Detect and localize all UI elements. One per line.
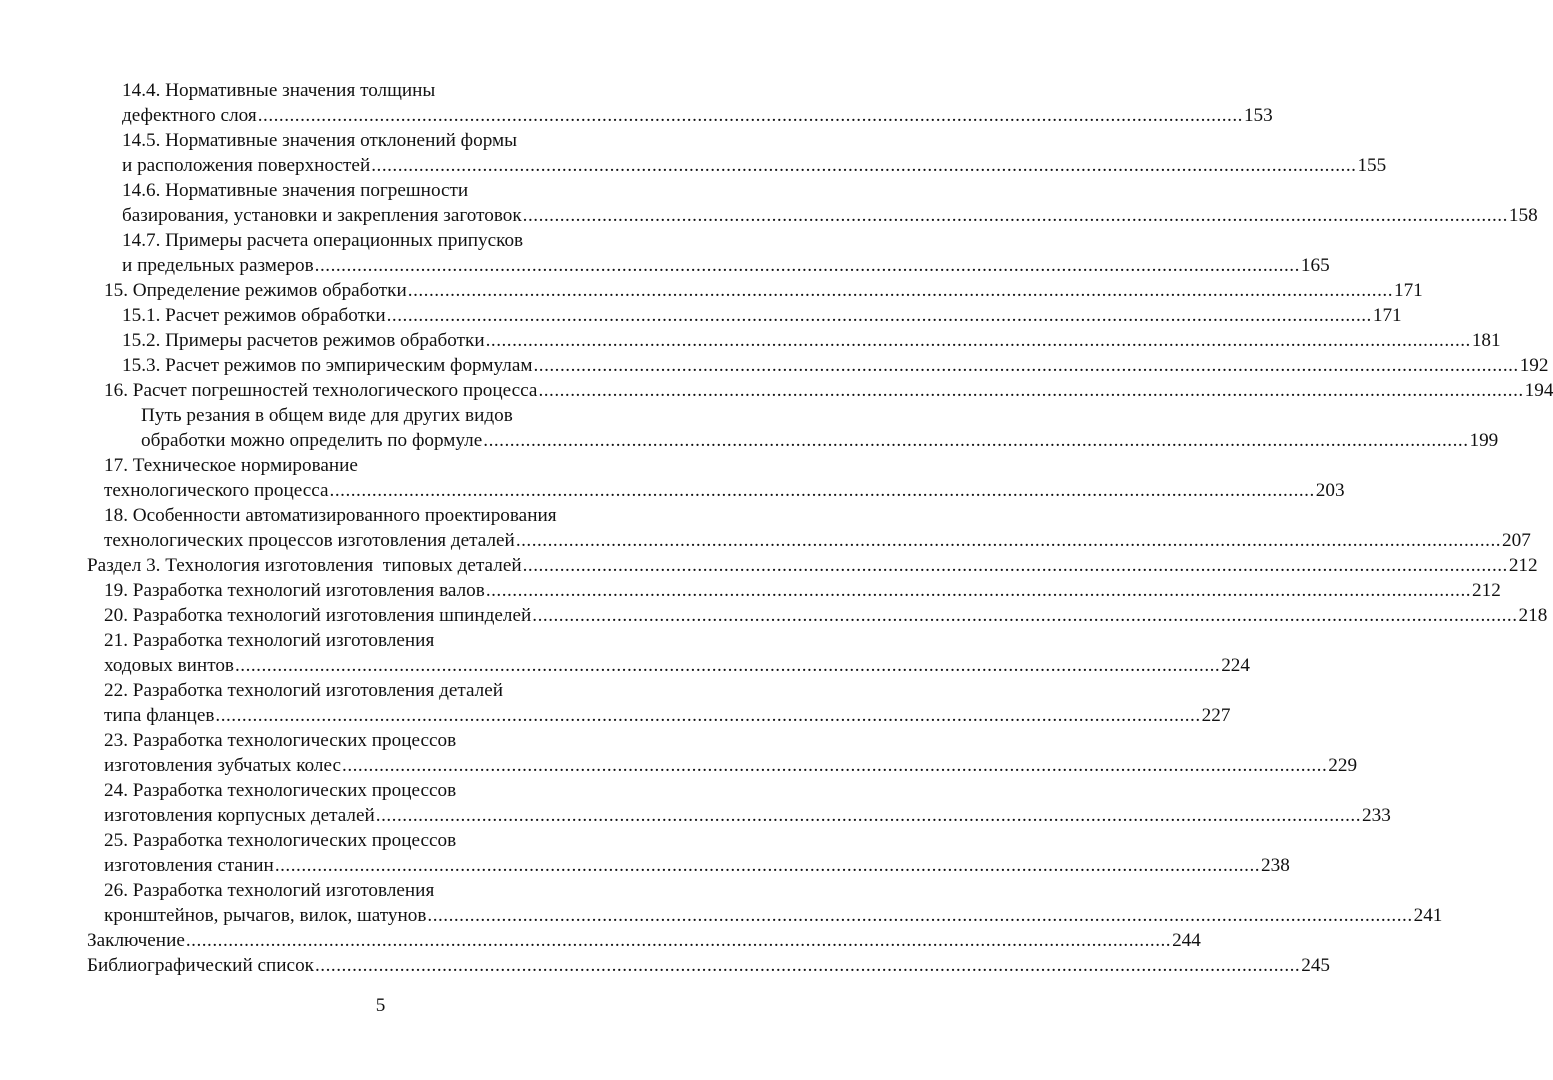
toc-line <box>0 553 1538 578</box>
toc-entry <box>104 903 1443 928</box>
dot-leader: .......................................................................................................................................................................................... <box>314 255 1300 276</box>
toc-line <box>0 853 1290 878</box>
page-number: 5 <box>375 995 386 1016</box>
dot-leader: .......................................................................................................................................................................................... <box>386 305 1372 326</box>
toc-entry-title: 15.1. Расчет режимов обработки <box>122 305 386 326</box>
toc-line <box>0 803 1391 828</box>
toc-line <box>0 278 1423 303</box>
toc-line <box>0 228 761 253</box>
toc-page-number: 218 <box>1518 605 1548 626</box>
toc-entry-title: и предельных размеров <box>122 255 314 276</box>
toc-entry-title: 17. Техническое нормирование <box>104 455 358 476</box>
toc-entry-title: изготовления зубчатых колес <box>104 755 342 776</box>
toc-page-number: 227 <box>1201 705 1231 726</box>
dot-leader: .......................................................................................................................................................................................... <box>427 905 1413 926</box>
toc-page-number: 212 <box>1508 555 1538 576</box>
toc-page-number: 245 <box>1301 955 1330 976</box>
dot-leader: .......................................................................................................................................................................................... <box>329 480 1315 501</box>
toc-entry <box>122 153 1387 178</box>
toc-line <box>0 828 761 853</box>
dot-leader: .......................................................................................................................................................................................... <box>522 555 1508 576</box>
table-of-contents <box>0 78 1553 978</box>
toc-entry-title: технологических процессов изготовления деталей <box>104 530 515 551</box>
toc-page-number: 165 <box>1300 255 1330 276</box>
toc-page-number: 199 <box>1469 430 1499 451</box>
toc-line <box>0 303 1402 328</box>
toc-page-number: 158 <box>1508 205 1538 226</box>
toc-line <box>0 603 1548 628</box>
dot-leader: .......................................................................................................................................................................................... <box>185 930 1172 951</box>
toc-line <box>0 878 761 903</box>
toc-line <box>0 953 1330 978</box>
toc-entry <box>104 378 1553 403</box>
toc-page-number: 171 <box>1372 305 1402 326</box>
toc-line <box>0 503 761 528</box>
toc-entry-title: 24. Разработка технологических процессов <box>104 780 457 801</box>
toc-entry-title: 22. Разработка технологий изготовления деталей <box>104 680 504 701</box>
toc-entry-title: 18. Особенности автоматизированного проектирования <box>104 505 557 526</box>
toc-line <box>0 728 761 753</box>
toc-page-number: 153 <box>1243 105 1273 126</box>
toc-entry-title: 15. Определение режимов обработки <box>104 280 407 301</box>
toc-page-number: 224 <box>1221 655 1250 676</box>
toc-page-number: 207 <box>1502 530 1531 551</box>
toc-entry-title: 16. Расчет погрешностей технологического процесса <box>104 380 538 401</box>
toc-line <box>0 103 1273 128</box>
toc-entry-title: типа фланцев <box>104 705 215 726</box>
toc-entry-title: 23. Разработка технологических процессов <box>104 730 457 751</box>
toc-page-number: 155 <box>1357 155 1387 176</box>
dot-leader: .......................................................................................................................................................................................... <box>375 805 1361 826</box>
toc-line <box>0 428 1499 453</box>
toc-entry <box>104 578 1501 603</box>
toc-entry-title: Заключение <box>87 930 185 951</box>
toc-entry-title: обработки можно определить по формуле <box>141 430 483 451</box>
toc-entry-title: дефектного слоя <box>122 105 257 126</box>
toc-page-number: 192 <box>1519 355 1549 376</box>
toc-entry <box>141 428 1499 453</box>
toc-entry <box>104 753 1358 778</box>
toc-line <box>0 578 1501 603</box>
toc-entry-title: Раздел 3. Технология изготовления типовых деталей <box>87 555 522 576</box>
toc-line <box>0 328 1501 353</box>
toc-page-number: 171 <box>1393 280 1423 301</box>
toc-entry-title: Путь резания в общем виде для других видов <box>141 405 513 426</box>
toc-line <box>0 253 1330 278</box>
dot-leader: .......................................................................................................................................................................................... <box>533 355 1519 376</box>
toc-entry <box>87 953 1330 978</box>
toc-entry <box>122 303 1402 328</box>
dot-leader: .......................................................................................................................................................................................... <box>515 530 1502 551</box>
toc-entry <box>87 553 1538 578</box>
toc-entry <box>122 203 1538 228</box>
toc-line <box>0 753 1358 778</box>
dot-leader: .......................................................................................................................................................................................... <box>215 705 1201 726</box>
toc-entry-title: технологического процесса <box>104 480 329 501</box>
dot-leader: .......................................................................................................................................................................................... <box>274 855 1261 876</box>
toc-entry <box>122 103 1273 128</box>
toc-entry-title: базирования, установки и закрепления заготовок <box>122 205 522 226</box>
toc-page-number: 181 <box>1471 330 1501 351</box>
toc-entry <box>104 278 1423 303</box>
toc-line <box>0 703 1231 728</box>
toc-page-number: 241 <box>1413 905 1443 926</box>
toc-line <box>0 353 1549 378</box>
toc-page-number: 229 <box>1328 755 1358 776</box>
toc-entry-title: 25. Разработка технологических процессов <box>104 830 457 851</box>
dot-leader: .......................................................................................................................................................................................... <box>483 430 1469 451</box>
toc-entry <box>122 328 1501 353</box>
toc-entry-title: 21. Разработка технологий изготовления <box>104 630 435 651</box>
toc-entry-title: и расположения поверхностей <box>122 155 371 176</box>
dot-leader: .......................................................................................................................................................................................... <box>342 755 1328 776</box>
toc-page-number: 194 <box>1524 380 1553 401</box>
toc-entry-title: 15.3. Расчет режимов по эмпирическим формулам <box>122 355 533 376</box>
toc-entry-title: 20. Разработка технологий изготовления шпинделей <box>104 605 532 626</box>
toc-line <box>0 178 761 203</box>
toc-page-number: 212 <box>1472 580 1501 601</box>
toc-entry <box>122 253 1330 278</box>
dot-leader: .......................................................................................................................................................................................... <box>257 105 1243 126</box>
toc-line <box>0 478 1345 503</box>
toc-entry <box>104 478 1345 503</box>
toc-entry-title: 26. Разработка технологий изготовления <box>104 880 435 901</box>
toc-line <box>0 928 1201 953</box>
toc-entry-title: Библиографический список <box>87 955 314 976</box>
toc-line <box>0 628 761 653</box>
toc-line <box>0 653 1250 678</box>
dot-leader: .......................................................................................................................................................................................... <box>485 580 1472 601</box>
toc-entry-title: 14.4. Нормативные значения толщины <box>122 80 436 101</box>
toc-entry <box>104 703 1231 728</box>
toc-line <box>0 903 1443 928</box>
dot-leader: .......................................................................................................................................................................................... <box>315 955 1301 976</box>
dot-leader: .......................................................................................................................................................................................... <box>371 155 1357 176</box>
toc-page-number: 233 <box>1362 805 1391 826</box>
toc-entry-title: 14.6. Нормативные значения погрешности <box>122 180 469 201</box>
toc-line <box>0 678 761 703</box>
toc-page-number: 244 <box>1172 930 1201 951</box>
dot-leader: .......................................................................................................................................................................................... <box>532 605 1518 626</box>
toc-entry <box>104 803 1391 828</box>
toc-entry-title: 15.2. Примеры расчетов режимов обработки <box>122 330 485 351</box>
dot-leader: .......................................................................................................................................................................................... <box>522 205 1508 226</box>
toc-line <box>0 528 1531 553</box>
toc-entry-title: изготовления станин <box>104 855 274 876</box>
toc-entry <box>87 928 1201 953</box>
toc-line <box>0 378 1553 403</box>
toc-entry <box>104 853 1290 878</box>
toc-entry <box>104 528 1531 553</box>
toc-line <box>0 203 1538 228</box>
dot-leader: .......................................................................................................................................................................................... <box>234 655 1221 676</box>
toc-page-number: 203 <box>1315 480 1345 501</box>
dot-leader: .......................................................................................................................................................................................... <box>485 330 1471 351</box>
toc-entry <box>104 603 1548 628</box>
toc-entry-title: изготовления корпусных деталей <box>104 805 375 826</box>
toc-entry <box>104 653 1250 678</box>
toc-line <box>0 453 761 478</box>
toc-line <box>0 128 761 153</box>
dot-leader: .......................................................................................................................................................................................... <box>538 380 1524 401</box>
toc-line <box>0 153 1387 178</box>
toc-entry-title: 14.7. Примеры расчета операционных припусков <box>122 230 524 251</box>
toc-page-number: 238 <box>1261 855 1290 876</box>
toc-line <box>0 78 761 103</box>
toc-line <box>0 778 761 803</box>
toc-entry <box>122 353 1549 378</box>
toc-entry-title: кронштейнов, рычагов, вилок, шатунов <box>104 905 427 926</box>
toc-entry-title: 14.5. Нормативные значения отклонений формы <box>122 130 518 151</box>
toc-line <box>0 403 761 428</box>
toc-entry-title: ходовых винтов <box>104 655 234 676</box>
toc-entry-title: 19. Разработка технологий изготовления валов <box>104 580 485 601</box>
dot-leader: .......................................................................................................................................................................................... <box>407 280 1393 301</box>
